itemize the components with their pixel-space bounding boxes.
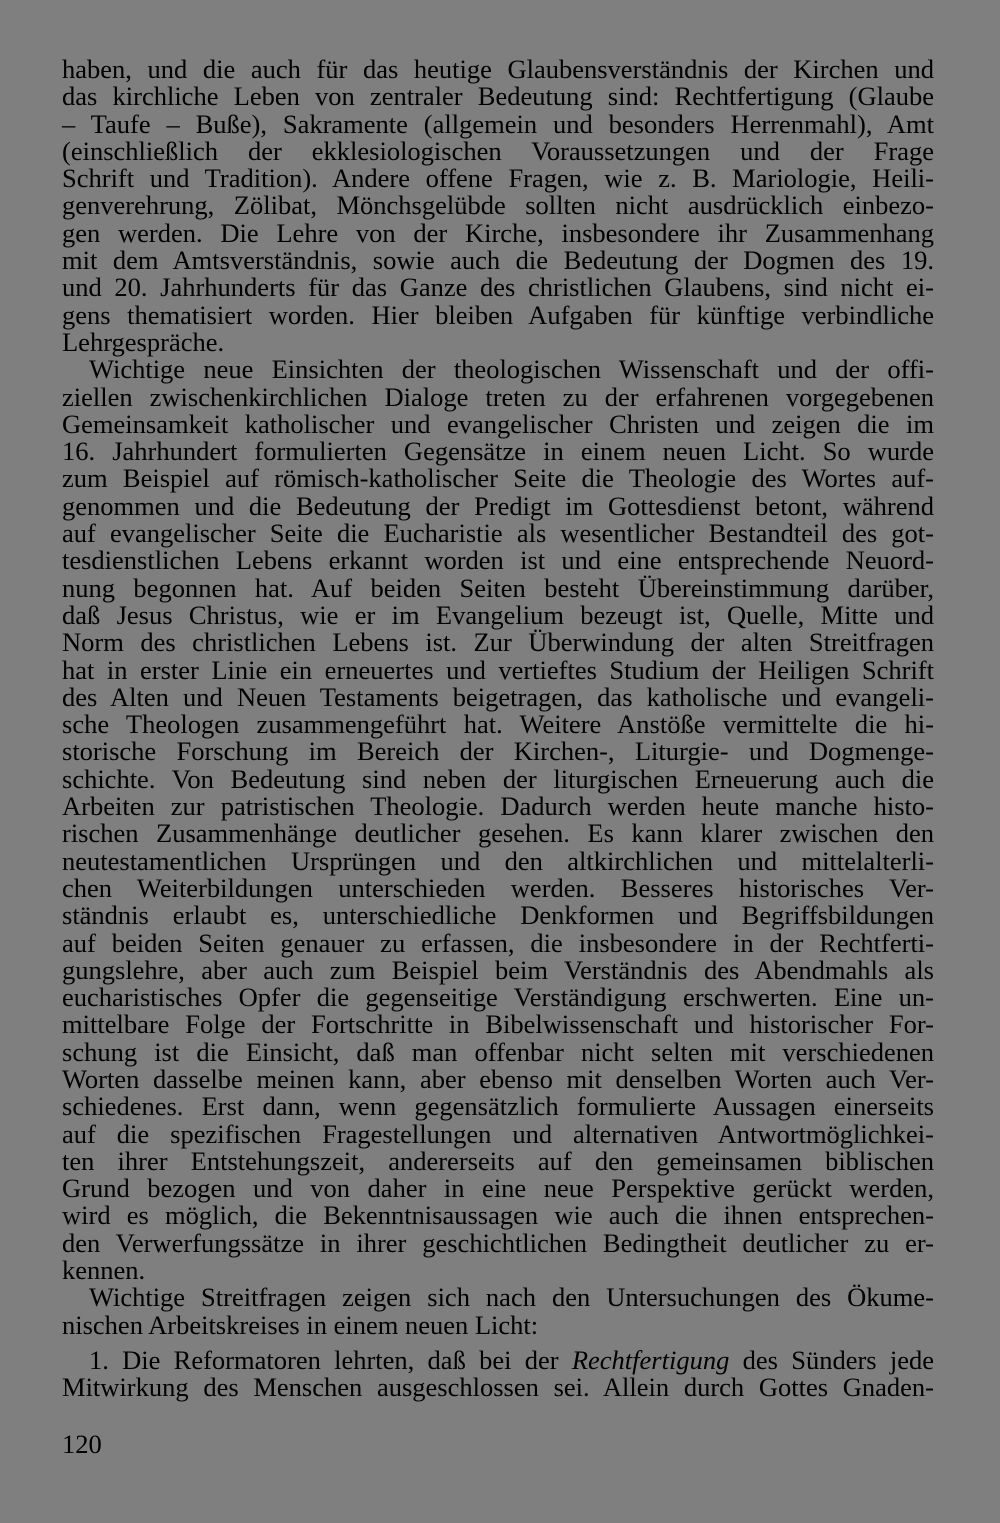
text-line: ziellen zwischenkirchlichen Dialoge treten zu der erfahrenen vorgegebenen [62, 381, 934, 412]
text-run: des Sünders jede [729, 1344, 934, 1375]
text-line: chen Weiterbildungen unterschieden werden. Besseres historisches Ver- [62, 872, 934, 903]
text-line: ständnis erlaubt es, unterschiedliche Denkformen und Begriffsbildungen [62, 900, 934, 931]
text-line: gen werden. Die Lehre von der Kirche, insbesondere ihr Zusammenhang [62, 217, 934, 248]
text-line: zum Beispiel auf römisch-katholischer Seite die Theologie des Wortes auf- [62, 463, 934, 494]
text-line: den Verwerfungssätze in ihrer geschichtlichen Bedingtheit deutlicher zu er- [62, 1227, 934, 1258]
document-page [62, 56, 934, 1402]
text-line: genommen und die Bedeutung der Predigt im Gottesdienst betont, während [62, 490, 934, 521]
text-line: gungslehre, aber auch zum Beispiel beim Verständnis des Abendmahls als [62, 954, 934, 985]
text-line: des Alten und Neuen Testaments beigetragen, das katholische und evangeli- [62, 681, 934, 712]
text-line: genverehrung, Zölibat, Mönchsgelübde sollten nicht ausdrücklich einbezo- [62, 190, 934, 221]
text-line: eucharistisches Opfer die gegenseitige Verständigung erschwerten. Eine un- [62, 982, 934, 1013]
text-line: auf die spezifischen Fragestellungen und alternativen Antwortmöglichkei- [62, 1118, 934, 1149]
text-line: rischen Zusammenhänge deutlicher gesehen. Es kann klarer zwischen den [62, 818, 934, 849]
text-line: daß Jesus Christus, wie er im Evangelium bezeugt ist, Quelle, Mitte und [62, 599, 934, 630]
text-line: (einschließlich der ekklesiologischen Voraussetzungen und der Frage [62, 135, 934, 166]
text-line: auf beiden Seiten genauer zu erfassen, die insbesondere in der Rechtferti- [62, 927, 934, 958]
text-line: Worten dasselbe meinen kann, aber ebenso mit denselben Worten auch Ver- [62, 1063, 934, 1094]
text-line [62, 1344, 934, 1375]
text-line: Lehrgespräche. [62, 326, 225, 357]
text-line: Arbeiten zur patristischen Theologie. Dadurch werden heute manche histo- [62, 791, 934, 822]
text-line: 16. Jahrhundert formulierten Gegensätze in einem neuen Licht. So wurde [62, 436, 934, 467]
text-line: tesdienstlichen Lebens erkannt worden ist und eine entsprechende Neuord- [62, 545, 934, 576]
text-line: auf evangelischer Seite die Eucharistie als wesentlicher Bestandteil des got- [62, 518, 934, 549]
text-line: neutestamentlichen Ursprüngen und den altkirchlichen und mittelalterli- [62, 845, 934, 876]
text-line: nung begonnen hat. Auf beiden Seiten besteht Übereinstimmung darüber, [62, 572, 934, 603]
text-line: Wichtige Streitfragen zeigen sich nach den Untersuchungen des Ökume- [89, 1282, 934, 1313]
text-line: Norm des christlichen Lebens ist. Zur Überwindung der alten Streitfragen [62, 627, 934, 658]
text-line: mittelbare Folge der Fortschritte in Bibelwissenschaft und historischer For- [62, 1009, 934, 1040]
text-line: wird es möglich, die Bekenntnisaussagen wie auch die ihnen entsprechen- [62, 1200, 934, 1231]
text-line: storische Forschung im Bereich der Kirchen-, Liturgie- und Dogmenge- [62, 736, 934, 767]
text-line: Gemeinsamkeit katholischer und evangelischer Christen und zeigen die im [62, 408, 934, 439]
text-line: hat in erster Linie ein erneuertes und vertieftes Studium der Heiligen Schrift [62, 654, 934, 685]
text-line: das kirchliche Leben von zentraler Bedeutung sind: Rechtfertigung (Glaube [62, 81, 934, 112]
text-line: Schrift und Tradition). Andere offene Fragen, wie z. B. Mariologie, Heili- [62, 163, 934, 194]
page-number: 120 [62, 1429, 102, 1459]
text-line: schung ist die Einsicht, daß man offenbar nicht selten mit verschiedenen [62, 1036, 934, 1067]
text-line: und 20. Jahrhunderts für das Ganze des christlichen Glaubens, sind nicht ei- [62, 272, 934, 303]
text-line: haben, und die auch für das heutige Glaubensverständnis der Kirchen und [62, 54, 934, 84]
text-line: Wichtige neue Einsichten der theologischen Wissenschaft und der offi- [89, 354, 934, 385]
text-line: Grund bezogen und von daher in eine neue Perspektive gerückt werden, [62, 1173, 934, 1204]
text-line: schichte. Von Bedeutung sind neben der liturgischen Erneuerung auch die [62, 763, 934, 794]
text-line: schiedenes. Erst dann, wenn gegensätzlich formulierte Aussagen einerseits [62, 1091, 934, 1122]
text-line: sche Theologen zusammengeführt hat. Weitere Anstöße vermittelte die hi- [62, 709, 934, 740]
text-run: 1. Die Reformatoren lehrten, daß bei der [89, 1344, 572, 1375]
text-line: ten ihrer Entstehungszeit, andererseits auf den gemeinsamen biblischen [62, 1145, 934, 1176]
text-line: mit dem Amtsverständnis, sowie auch die Bedeutung der Dogmen des 19. [62, 245, 934, 276]
text-line: Mitwirkung des Menschen ausgeschlossen sei. Allein durch Gottes Gnaden- [62, 1372, 934, 1403]
text-line: nischen Arbeitskreises in einem neuen Licht: [62, 1309, 539, 1340]
text-line: kennen. [62, 1255, 146, 1286]
emphasis-term: Rechtfertigung [571, 1344, 730, 1375]
text-line: gens thematisiert worden. Hier bleiben Aufgaben für künftige verbindliche [62, 299, 934, 330]
text-line: – Taufe – Buße), Sakramente (allgemein und besonders Herrenmahl), Amt [62, 108, 934, 139]
